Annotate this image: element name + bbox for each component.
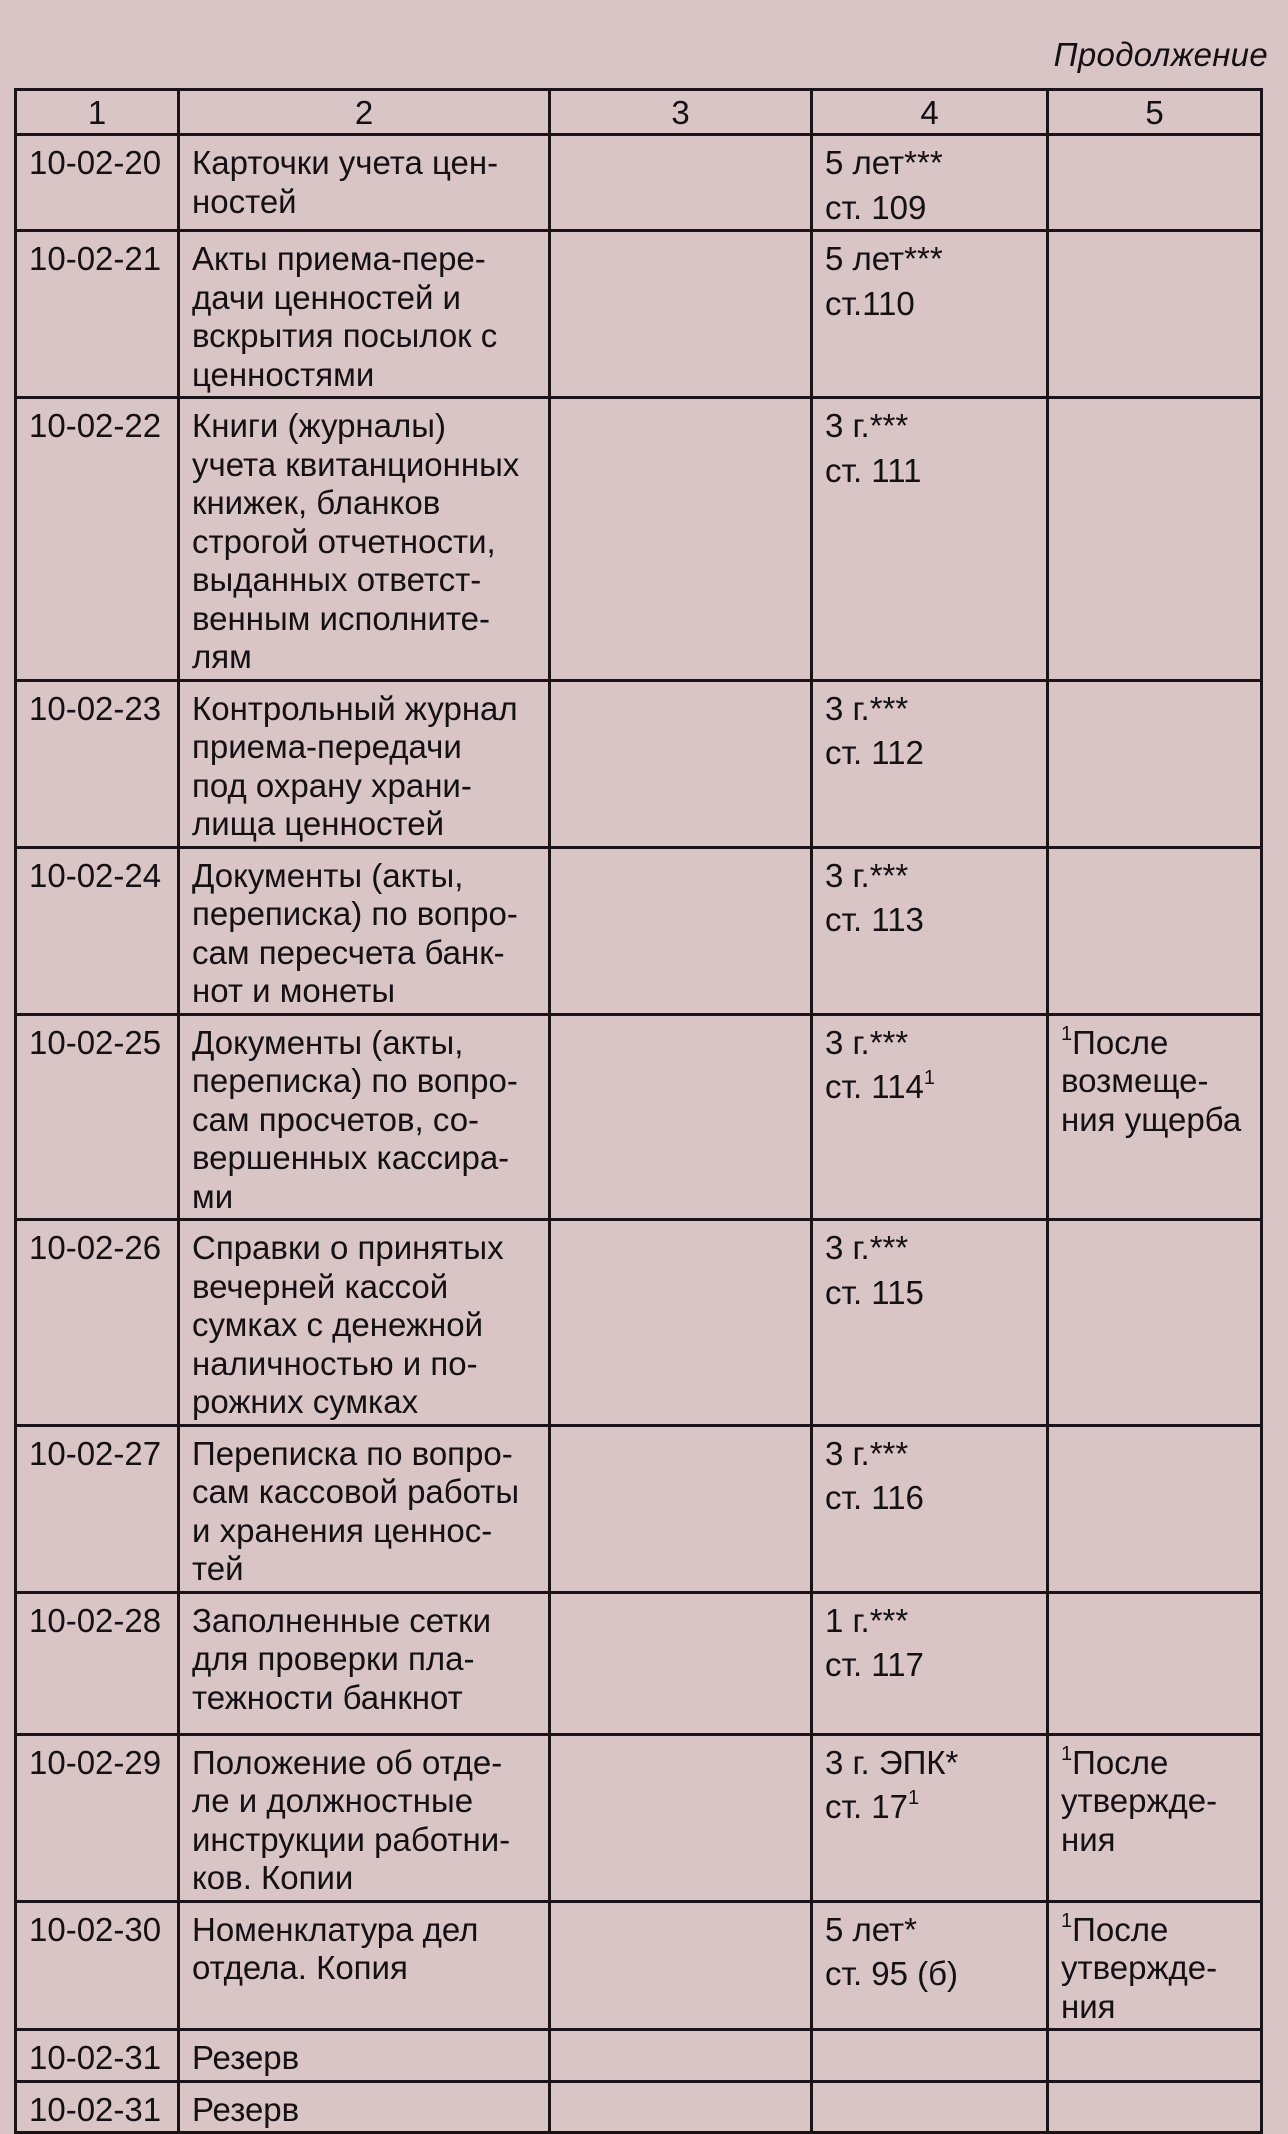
footnote-marker: 1 [923,1067,936,1089]
table-row [16,680,1262,847]
retention-article [825,285,1036,324]
note-text: После [1072,1023,1169,1061]
column-header-3: 3 [550,90,812,135]
record-code: 10-02-25 [16,1014,179,1220]
record-title-line: выданных ответст- [192,561,482,598]
record-title-line: вечерней кассой [192,1267,449,1305]
record-retention [812,847,1048,1014]
record-title-line: тей [192,1550,244,1587]
record-title-line: переписка) по вопро- [192,1062,518,1099]
record-column-3 [550,1220,812,1426]
retention-article [825,1068,1036,1107]
record-retention [812,1425,1048,1592]
note-line: ния [1061,1820,1116,1858]
record-title-line: сам кассовой работы [192,1473,520,1510]
record-title-line: приема-передачи [192,728,462,765]
record-title-line: лища ценностей [192,805,445,842]
retention-article [825,1646,1036,1685]
article-text: ст. 17 [825,1788,908,1825]
record-title-line: венным исполните- [192,599,490,637]
record-column-3 [550,1901,812,2030]
record-title [179,2081,550,2133]
record-title-line: ценностями [192,355,375,393]
record-title-line: Резерв [192,2090,300,2128]
article-text: ст. 112 [825,734,924,771]
retention-term: 3 г.*** [825,1434,909,1472]
column-header-2: 2 [179,90,550,135]
record-title-line: Резерв [192,2039,300,2076]
record-title-line: инструкции работни- [192,1820,511,1858]
record-note [1048,1734,1262,1901]
article-text: ст. 95 (б) [825,1955,959,1992]
record-note [1048,1220,1262,1426]
record-code: 10-02-24 [16,847,179,1014]
record-note [1048,1592,1262,1734]
record-code: 10-02-21 [16,231,179,398]
record-retention [812,1734,1048,1901]
footnote-marker: 1 [1061,1022,1073,1045]
retention-term: 5 лет*** [825,144,943,181]
record-title-line: ностей [192,182,297,220]
column-header-1: 1 [16,90,179,135]
retention-term: 3 г. ЭПК* [825,1743,959,1781]
record-title-line: ков. Копии [192,1859,354,1896]
record-title [179,231,550,398]
record-title-line: Книги (журналы) [192,407,446,444]
record-title-line: Контрольный журнал [192,689,518,727]
article-text: ст.110 [825,284,915,322]
record-retention [812,398,1048,681]
record-column-3 [550,135,812,231]
note-line [1061,1024,1250,1063]
record-retention [812,2030,1048,2082]
record-title-line: рожних сумках [192,1383,419,1420]
article-text: ст. 115 [825,1273,924,1311]
record-retention [812,1220,1048,1426]
record-title-line: учета квитанционных [192,445,520,483]
article-text: ст. 116 [825,1479,924,1516]
record-title [179,847,550,1014]
note-line: утвержде- [1061,1949,1218,1986]
record-column-3 [550,2081,812,2133]
retention-term: 3 г.*** [825,1023,909,1061]
record-note [1048,231,1262,398]
table-row [16,1425,1262,1592]
column-header-4: 4 [812,90,1048,135]
record-title-line: книжек, бланков [192,484,441,521]
retention-term: 3 г.*** [825,407,909,444]
record-code: 10-02-20 [16,135,179,231]
record-title [179,398,550,681]
record-column-3 [550,1734,812,1901]
record-code: 10-02-31 [16,2081,179,2133]
record-note [1048,1014,1262,1220]
record-title-line: наличностью и по- [192,1344,478,1382]
article-text: ст. 111 [825,451,922,489]
record-title-line: Акты приема-пере- [192,240,486,277]
record-retention [812,1014,1048,1220]
record-title-line: отдела. Копия [192,1949,408,1986]
record-title-line: сам пересчета банк- [192,933,505,971]
table-row [16,847,1262,1014]
record-title-line: переписка) по вопро- [192,895,518,932]
footnote-marker: 1 [1061,1909,1073,1932]
article-text: ст. 109 [825,188,927,226]
record-code: 10-02-27 [16,1425,179,1592]
record-title [179,1901,550,2030]
note-line: возмеще- [1061,1062,1209,1099]
retention-article [825,1955,1036,1994]
record-note [1048,1901,1262,2030]
record-column-3 [550,1425,812,1592]
record-title-line: нот и монеты [192,972,396,1009]
record-code: 10-02-31 [16,2030,179,2082]
record-title-line: Карточки учета цен- [192,144,499,181]
record-title-line: для проверки пла- [192,1640,475,1677]
records-table [14,88,1263,2134]
record-column-3 [550,2030,812,2082]
record-note [1048,135,1262,231]
retention-article [825,1479,1036,1518]
record-title-line: ми [192,1177,234,1215]
table-row [16,1901,1262,2030]
record-column-3 [550,398,812,681]
record-column-3 [550,847,812,1014]
table-row [16,2081,1262,2133]
table-row [16,135,1262,231]
record-title-line: Документы (акты, [192,1023,464,1061]
retention-article [825,1788,1036,1827]
retention-article [825,734,1036,773]
record-title [179,1220,550,1426]
record-title [179,680,550,847]
table-header [16,90,1262,135]
record-title-line: ле и должностные [192,1782,474,1819]
record-title-line: вскрытия посылок с [192,317,498,354]
table-body [16,135,1262,2133]
record-title-line: Документы (акты, [192,856,464,894]
retention-term: 3 г.*** [825,856,909,894]
record-title-line: Заполненные сетки [192,1601,492,1639]
record-code: 10-02-30 [16,1901,179,2030]
article-text: ст. 114 [825,1068,924,1105]
record-title [179,1425,550,1592]
retention-article [825,189,1036,228]
retention-article [825,1274,1036,1313]
table-row [16,1220,1262,1426]
record-note [1048,847,1262,1014]
record-retention [812,680,1048,847]
table-row [16,1592,1262,1734]
record-retention [812,135,1048,231]
retention-term: 5 лет*** [825,240,943,277]
record-title-line: и хранения ценнос- [192,1511,493,1549]
continuation-label: Продолжение [1053,36,1268,73]
note-text: После [1072,1743,1169,1781]
note-line [1061,1744,1250,1783]
record-title [179,1592,550,1734]
retention-term: 1 г.*** [825,1601,909,1639]
record-title-line: Номенклатура дел [192,1910,479,1948]
record-title-line: Положение об отде- [192,1743,503,1781]
record-note [1048,398,1262,681]
note-line: ния ущерба [1061,1100,1242,1138]
record-title-line: Переписка по вопро- [192,1434,513,1472]
record-column-3 [550,1014,812,1220]
table-row [16,398,1262,681]
note-line: ния [1061,1987,1116,2025]
record-title [179,1014,550,1220]
table-row [16,1734,1262,1901]
table-row [16,231,1262,398]
record-code: 10-02-26 [16,1220,179,1426]
note-line [1061,1911,1250,1950]
retention-term: 5 лет* [825,1910,917,1948]
article-text: ст. 117 [825,1646,924,1683]
retention-term: 3 г.*** [825,1229,909,1266]
record-title-line: Справки о принятых [192,1229,504,1266]
record-title-line: под охрану храни- [192,766,472,804]
table-row [16,1014,1262,1220]
record-retention [812,1901,1048,2030]
footnote-marker: 1 [1061,1742,1073,1765]
record-title-line: сам просчетов, со- [192,1100,480,1138]
note-line: утвержде- [1061,1782,1218,1819]
record-retention [812,1592,1048,1734]
record-title [179,135,550,231]
record-column-3 [550,1592,812,1734]
record-retention [812,2081,1048,2133]
record-title-line: строгой отчетности, [192,522,496,560]
record-retention [812,231,1048,398]
record-title [179,1734,550,1901]
record-code: 10-02-29 [16,1734,179,1901]
retention-article [825,452,1036,491]
record-column-3 [550,680,812,847]
record-title-line: сумках с денежной [192,1306,484,1343]
record-code: 10-02-28 [16,1592,179,1734]
table-row [16,2030,1262,2082]
record-title-line: дачи ценностей и [192,278,461,316]
column-header-5: 5 [1048,90,1262,135]
retention-article [825,901,1036,940]
note-text: После [1072,1910,1169,1948]
record-code: 10-02-22 [16,398,179,681]
retention-term: 3 г.*** [825,689,909,727]
record-note [1048,2081,1262,2133]
record-note [1048,2030,1262,2082]
record-column-3 [550,231,812,398]
footnote-marker: 1 [908,1787,920,1809]
record-title [179,2030,550,2082]
record-title-line: вершенных кассира- [192,1139,510,1176]
record-note [1048,1425,1262,1592]
record-note [1048,680,1262,847]
record-title-line: тежности банкнот [192,1678,463,1716]
article-text: ст. 113 [825,901,924,938]
record-code: 10-02-23 [16,680,179,847]
record-title-line: лям [192,638,252,675]
